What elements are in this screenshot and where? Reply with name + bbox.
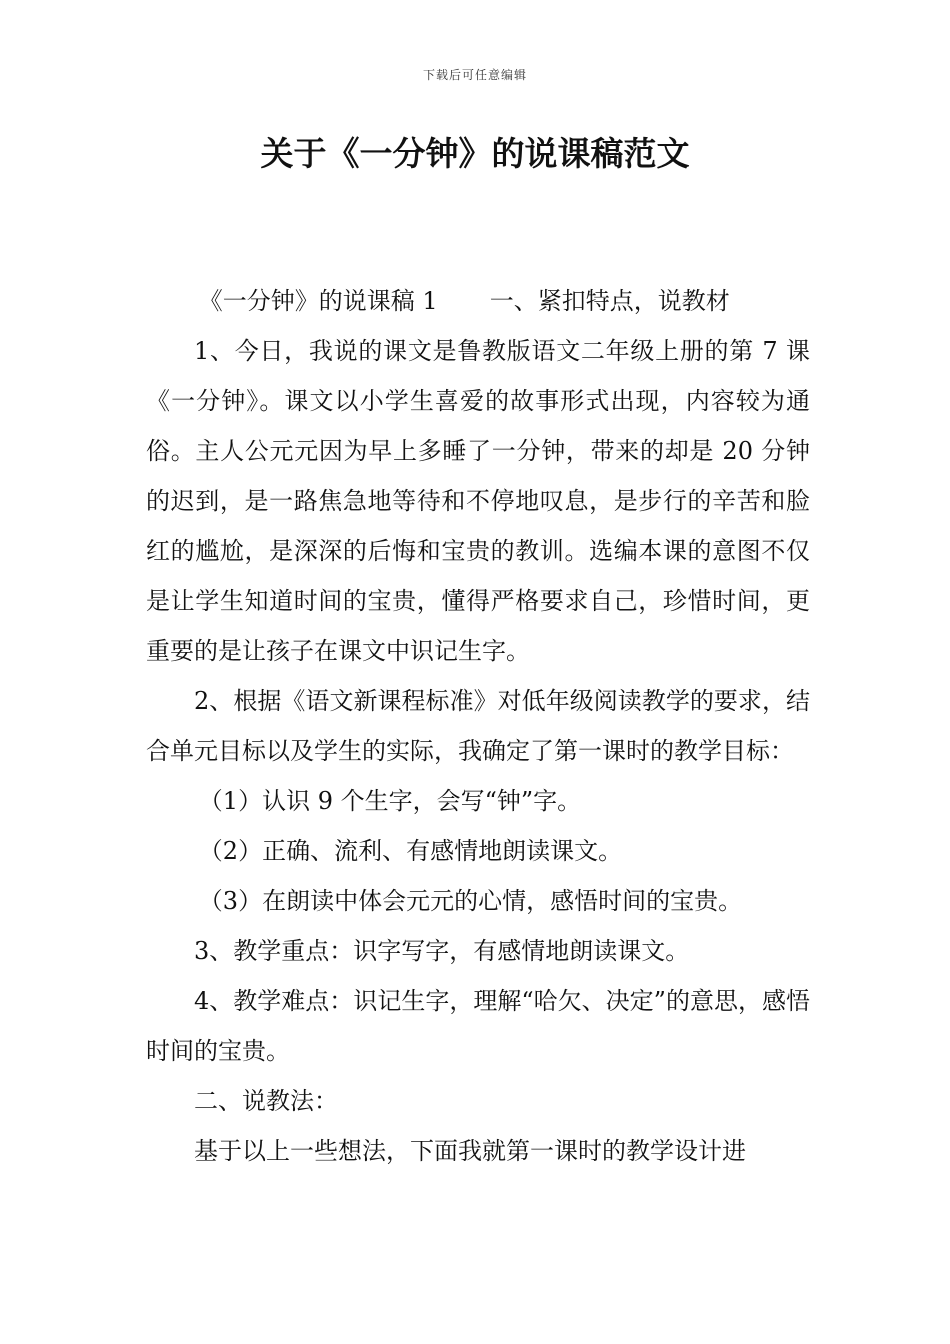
intro-paragraph (146, 276, 810, 326)
paragraph-difficulties: 4、教学难点：识记生字，理解“哈欠、决定”的意思，感悟时间的宝贵。 (146, 987, 810, 1065)
document-body (146, 276, 810, 1176)
paragraph-teaching-goals: 2、根据《语文新课程标准》对低年级阅读教学的要求，结合单元目标以及学生的实际，我确定了第一课时的教学目标： (146, 687, 810, 765)
paragraph-textbook-analysis: 1、今日，我说的课文是鲁教版语文二年级上册的第 7 课《一分钟》。课文以小学生喜爱的故事形式出现，内容较为通俗。主人公元元因为早上多睡了一分钟，带来的却是 20 分钟的迟到，是一路焦急地等待和不停地叹息，是步行的辛苦和脸红的尴尬，是深深的后悔和宝贵的教训。选编本课的意图不仅是让学生知道时间的宝贵，懂得严格要求自己，珍惜时间，更重要的是让孩子在课文中识记生字。 (146, 337, 810, 665)
header-note: 下载后可任意编辑 (422, 68, 527, 82)
paragraph-key-points: 3、教学重点：识字写字，有感情地朗读课文。 (194, 937, 690, 965)
goal-item-2: （2）正确、流利、有感情地朗读课文。 (198, 837, 623, 865)
document-title: 关于《一分钟》的说课稿范文 (260, 134, 690, 173)
goal-item-1: （1）认识 9 个生字，会写“钟”字。 (198, 787, 582, 815)
section-heading-methods: 二、说教法： (194, 1087, 338, 1115)
section-heading-textbook: 一、紧扣特点，说教材 (489, 287, 730, 315)
paragraph-methods-intro: 基于以上一些想法，下面我就第一课时的教学设计进 (194, 1137, 746, 1165)
goal-item-3: （3）在朗读中体会元元的心情，感悟时间的宝贵。 (198, 887, 743, 915)
intro-lesson-label: 《一分钟》的说课稿 1 (198, 287, 438, 315)
